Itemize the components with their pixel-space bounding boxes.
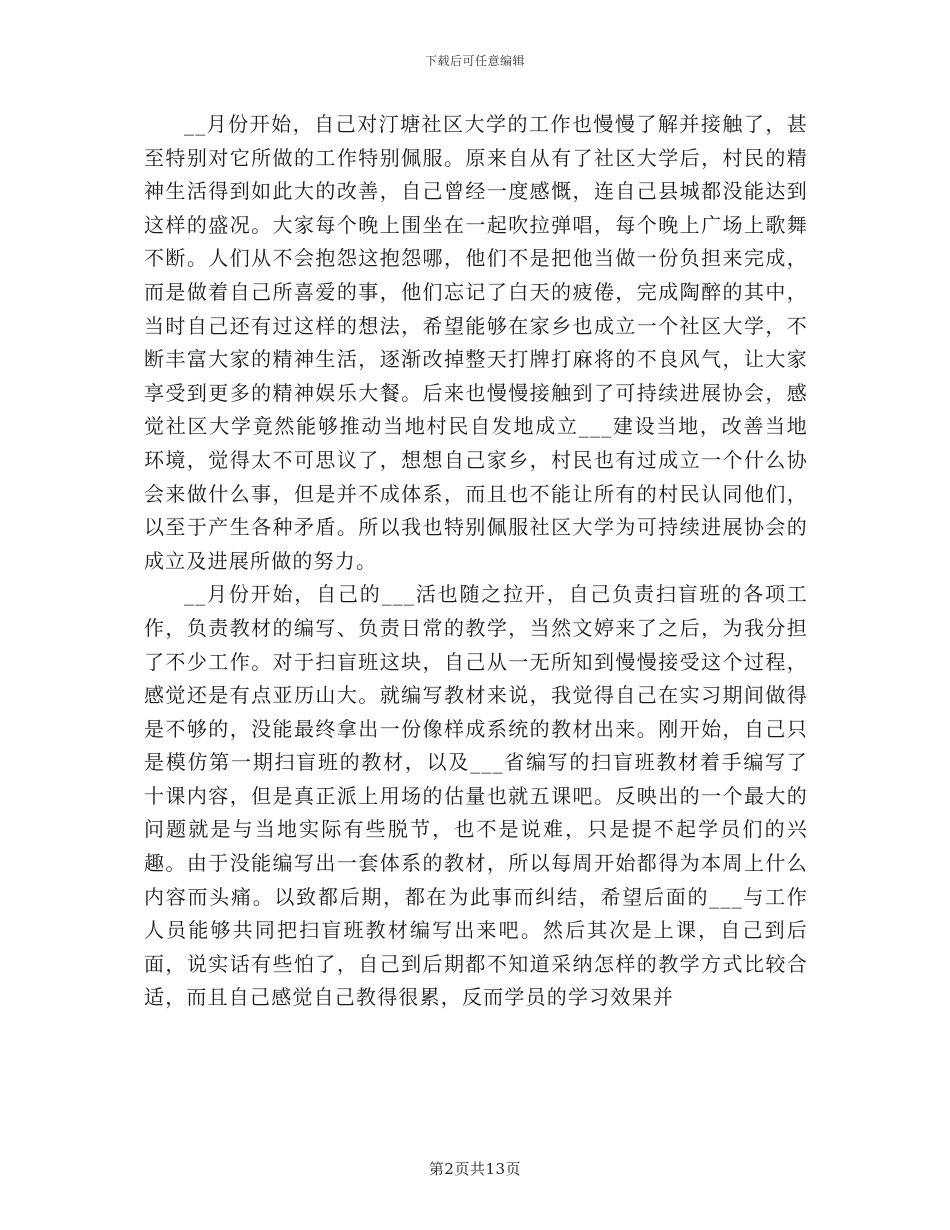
page-header: 下载后可任意编辑 [424, 54, 525, 68]
paragraph-1: __月份开始，自己对汀塘社区大学的工作也慢慢了解并接触了，甚至特别对它所做的工作特别佩服。原来自从有了社区大学后，村民的精神生活得到如此大的改善，自己曾经一度感慨，连自己县城都没能达到这样的盛况。大家每个晚上围坐在一起吹拉弹唱，每个晚上广场上歌舞不断。人们从不会抱怨这抱怨哪，他们不是把他当做一份负担来完成，而是做着自己所喜爱的事，他们忘记了白天的疲倦，完成陶醉的其中，当时自己还有过这样的想法，希望能够在家乡也成立一个社区大学，不断丰富大家的精神生活，逐渐改掉整天打牌打麻将的不良风气，让大家享受到更多的精神娱乐大餐。后来也慢慢接触到了可持续进展协会，感觉社区大学竟然能够推动当地村民自发地成立___建设当地，改善当地环境，觉得太不可思议了，想想自己家乡，村民也有过成立一个什么协会来做什么事，但是并不成体系，而且也不能让所有的村民认同他们，以至于产生各种矛盾。所以我也特别佩服社区大学为可持续进展协会的成立及进展所做的努力。 [144, 112, 808, 573]
document-body [144, 108, 808, 1015]
paragraph-2: __月份开始，自己的___活也随之拉开，自己负责扫盲班的各项工作，负责教材的编写、负责日常的教学，当然文婷来了之后，为我分担了不少工作。对于扫盲班这块，自己从一无所知到慢慢接受这个过程，感觉还是有点亚历山大。就编写教材来说，我觉得自己在实习期间做得是不够的，没能最终拿出一份像样成系统的教材出来。刚开始，自己只是模仿第一期扫盲班的教材，以及___省编写的扫盲班教材着手编写了十课内容，但是真正派上用场的估量也就五课吧。反映出的一个最大的问题就是与当地实际有些脱节，也不是说难，只是提不起学员们的兴趣。由于没能编写出一套体系的教材，所以每周开始都得为本周上什么内容而头痛。以致都后期，都在为此事而纠结，希望后面的___与工作人员能够共同把扫盲班教材编写出来吧。然后其次是上课，自己到后面，说实话有些怕了，自己到后期都不知道采纳怎样的教学方式比较合适，而且自己感觉自己教得很累，反而学员的学习效果并 [144, 582, 808, 1010]
page-number: 第2页共13页 [428, 1160, 522, 1178]
